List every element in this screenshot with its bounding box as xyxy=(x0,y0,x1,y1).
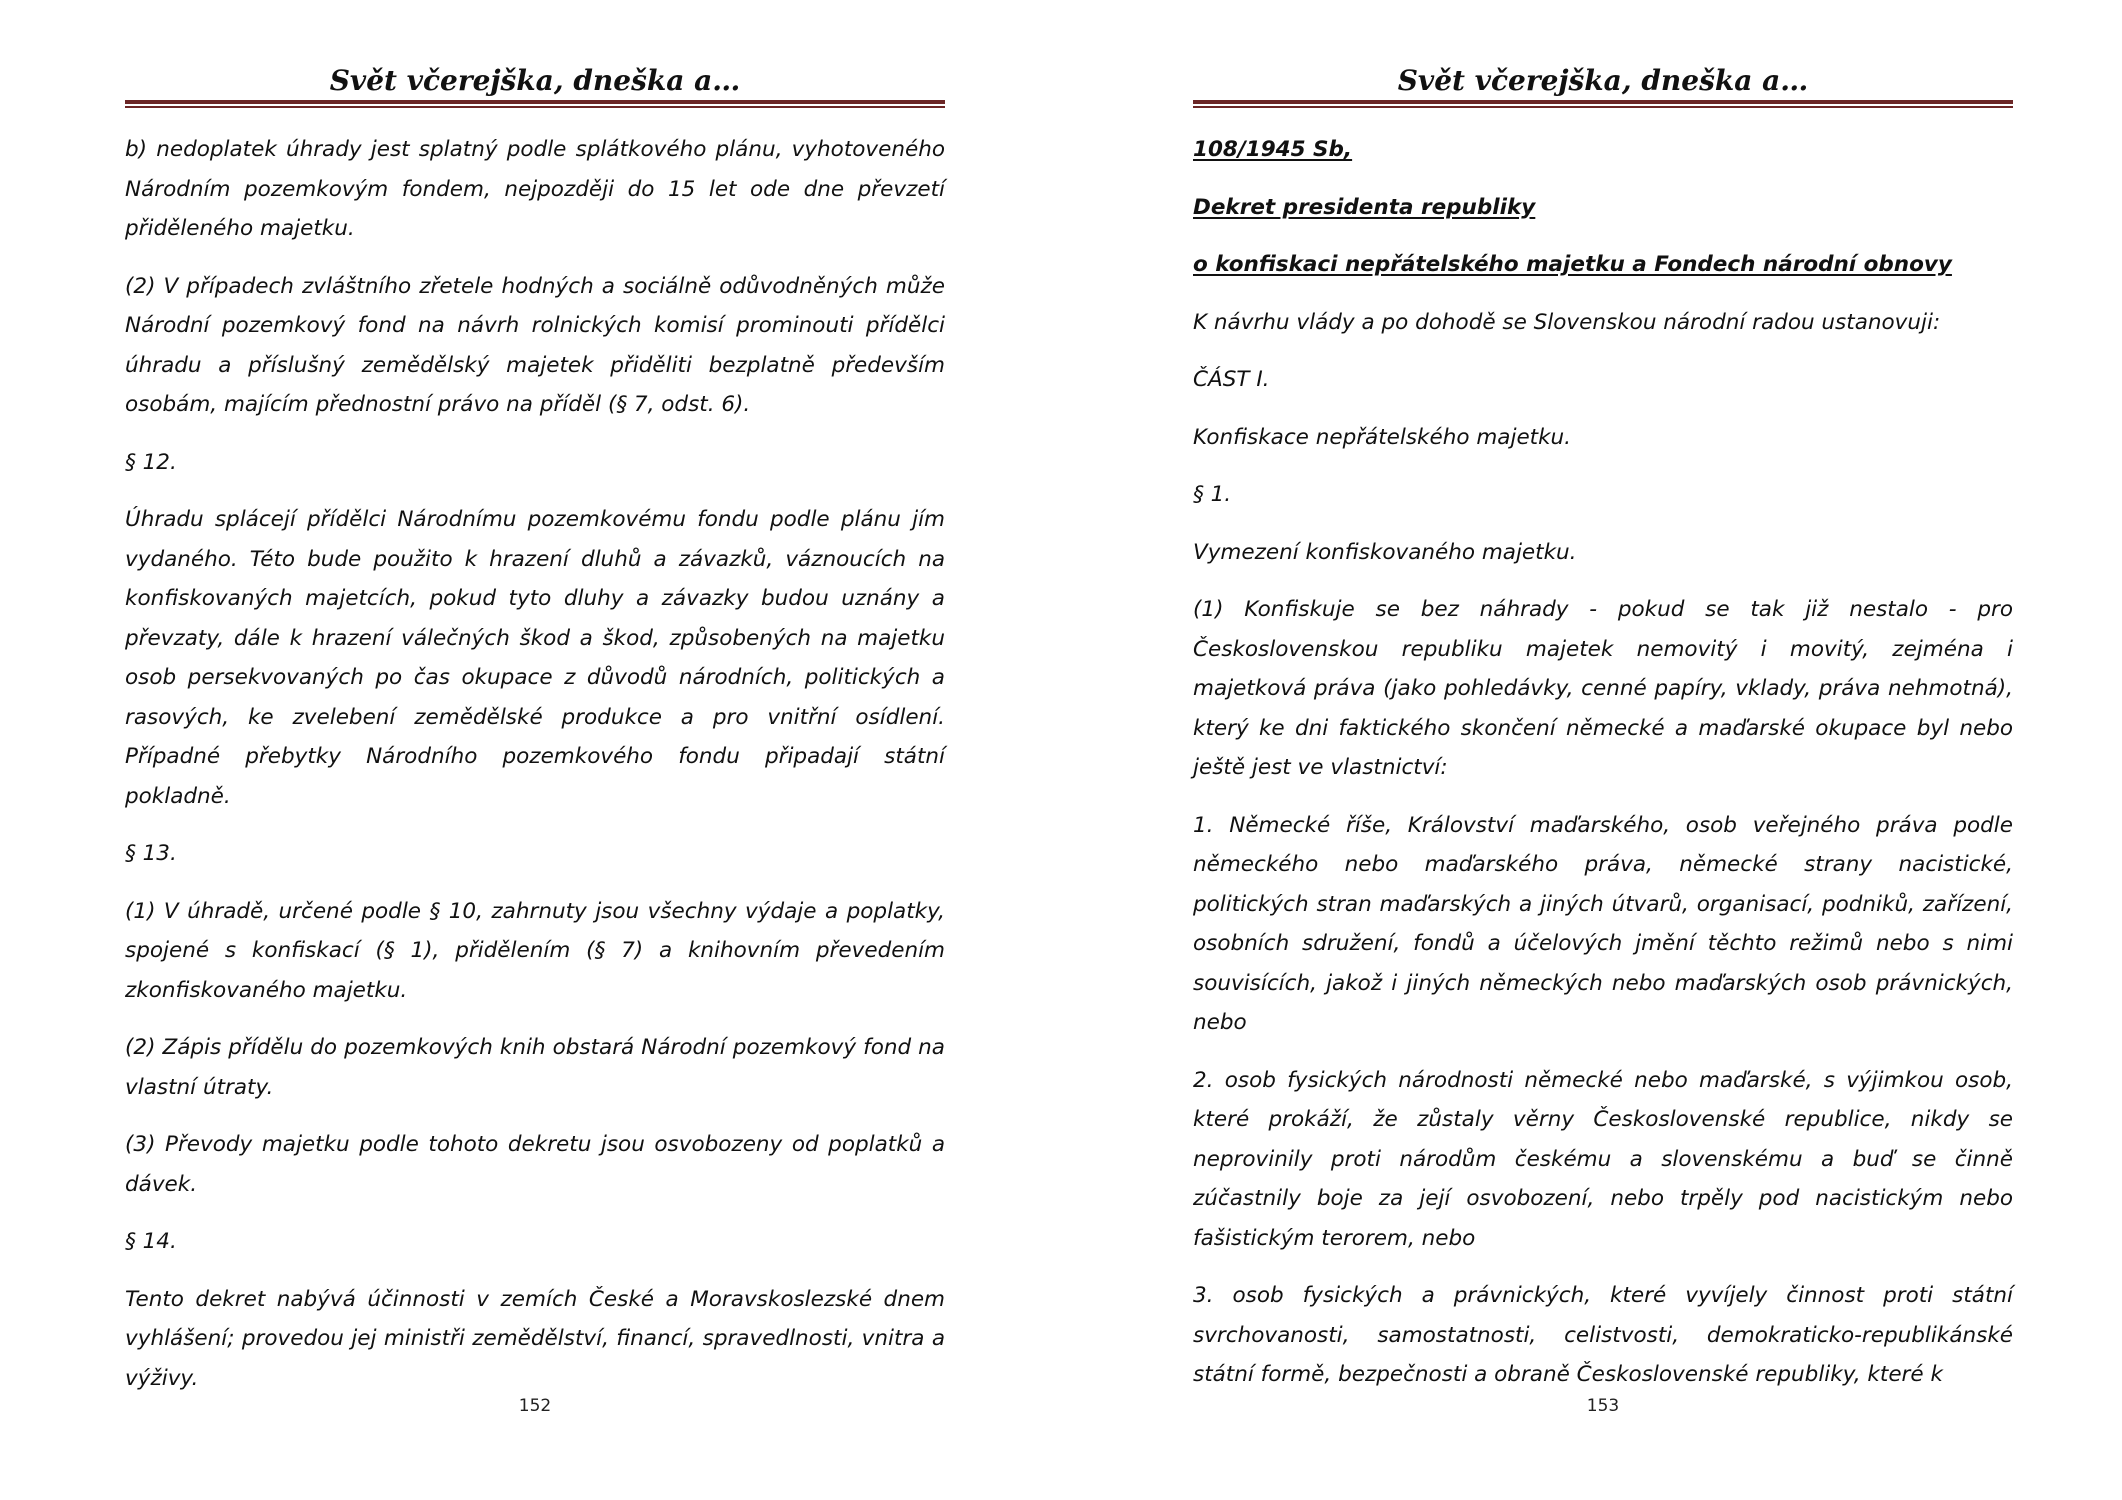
paragraph: (3) Převody majetku podle tohoto dekretu jsou osvobozeny od poplatků a dávek. xyxy=(125,1132,945,1197)
paragraph: 2. osob fysických národnosti německé nebo maďarské, s výjimkou osob, které prokáží, že zůstaly věrny Československé republice, nikdy se neprovinily proti národům českému a slovenskému a buď se činně zúčastnily boje za její osvobození, nebo trpěly pod nacistickým nebo fašistickým terorem, nebo xyxy=(1193,1067,2013,1251)
page-body xyxy=(1193,130,2013,1395)
decree-number: 108/1945 Sb, xyxy=(1193,137,1353,162)
decree-subtitle: o konfiskaci nepřátelského majetku a Fondech národní obnovy xyxy=(1193,252,1952,277)
section-number: § 13. xyxy=(125,841,177,866)
paragraph: 3. osob fysických a právnických, které vyvíjely činnost proti státní svrchovanosti, samostatnosti, celistvosti, demokraticko-republikánské státní formě, bezpečnosti a obraně Československé republiky, které k xyxy=(1193,1283,2013,1387)
header-rule xyxy=(125,100,945,108)
section-number: § 12. xyxy=(125,449,177,475)
paragraph: (1) Konfiskuje se bez náhrady - pokud se tak již nestalo - pro Československou republiku majetek nemovitý i movitý, zejména i majetková práva (jako pohledávky, cenné papíry, vklady, práva nehmotná), který ke dni faktického skončení německé a maďarské okupace byl nebo ještě jest ve vlastnictví: xyxy=(1193,597,2013,780)
section-number: § 1. xyxy=(1193,482,1232,507)
running-header: Svět včerejška, dneška a… xyxy=(1397,64,1809,97)
paragraph: (1) V úhradě, určené podle § 10, zahrnuty jsou všechny výdaje a poplatky, spojené s konfiskací (§ 1), přidělením (§ 7) a knihovním převedením zkonfiskovaného majetku. xyxy=(125,898,945,1003)
paragraph: b) nedoplatek úhrady jest splatný podle splátkového plánu, vyhotoveného Národním pozemkovým fondem, nejpozději do 15 let ode dne převzetí přiděleného majetku. xyxy=(125,137,945,241)
paragraph: Tento dekret nabývá účinnosti v zemích České a Moravskoslezské dnem vyhlášení; provedou jej ministři zemědělství, financí, spravedlnosti, vnitra a výživy. xyxy=(125,1286,945,1391)
page-number: 153 xyxy=(1586,1396,1620,1416)
paragraph: Úhradu splácejí přídělci Národnímu pozemkovému fondu podle plánu jím vydaného. Této bude použito k hrazení dluhů a závazků, váznoucích na konfiskovaných majetcích, pokud tyto dluhy a závazky budou uznány a převzaty, dále k hrazení válečných škod a škod, způsobených na majetku osob persekvovaných po čas okupace z důvodů národních, politických a rasových, ke zvelebení zemědělské produkce a pro vnitřní osídlení. Případné přebytky Národního pozemkového fondu připadají státní pokladně. xyxy=(125,507,945,809)
paragraph: (2) Zápis přídělu do pozemkových knih obstará Národní pozemkový fond na vlastní útraty. xyxy=(125,1035,945,1100)
header-rule xyxy=(1193,100,2013,108)
left-page xyxy=(125,0,945,1500)
paragraph: 1. Německé říše, Království maďarského, osob veřejného práva podle německého nebo maďarského práva, německé strany nacistické, politických stran maďarských a jiných útvarů, organisací, podniků, zařízení, osobních sdružení, fondů a účelových jmění těchto režimů nebo s nimi souvisících, jakož i jiných německých nebo maďarských osob právnických, nebo xyxy=(1193,812,2013,1035)
paragraph: K návrhu vlády a po dohodě se Slovenskou národní radou ustanovuji: xyxy=(1193,309,1941,335)
page-body xyxy=(125,130,945,1398)
page-number: 152 xyxy=(518,1396,552,1416)
right-page xyxy=(1193,0,2013,1500)
decree-title: Dekret presidenta republiky xyxy=(1193,194,1536,220)
paragraph: (2) V případech zvláštního zřetele hodných a sociálně odůvodněných může Národní pozemkový fond na návrh rolnických komisí prominouti přídělci úhradu a příslušný zemědělský majetek přiděliti bezplatně především osobám, majícím přednostní právo na příděl (§ 7, odst. 6). xyxy=(125,273,945,417)
paragraph: Vymezení konfiskovaného majetku. xyxy=(1193,539,1577,565)
part-heading: ČÁST I. xyxy=(1193,367,1270,392)
paragraph: Konfiskace nepřátelského majetku. xyxy=(1193,424,1572,450)
section-number: § 14. xyxy=(125,1229,177,1254)
running-header: Svět včerejška, dneška a… xyxy=(329,64,741,97)
